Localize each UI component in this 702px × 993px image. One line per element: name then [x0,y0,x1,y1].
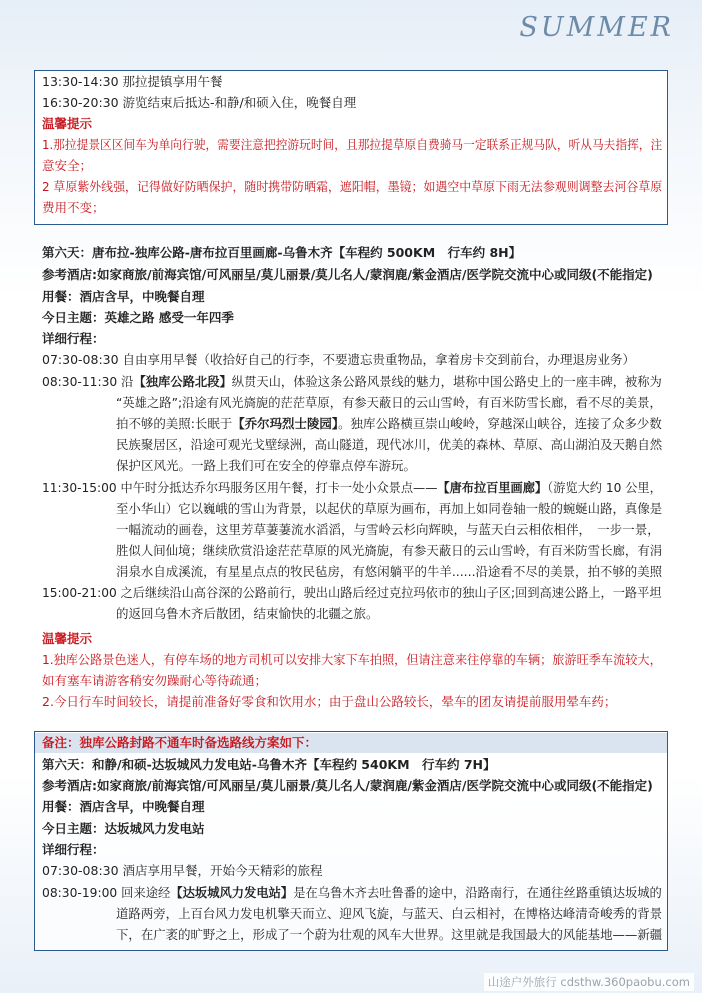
day-theme: 今日主题：达坂城风力发电站 [42,821,205,836]
meal-info: 用餐：酒店含早，中晚餐自理 [42,289,205,304]
schedule-line: 13:30-14:30 那拉提镇享用午餐 [42,74,223,89]
schedule-line [42,884,662,902]
scenic-spot-highlight: 【乔尔玛烈士陵园】 [232,416,339,431]
schedule-line: 至小华山）它以巍峨的雪山为背景，以起伏的草原为画布，再加上如同卷轴一般的蜿蜒山路，真像是 [116,501,663,516]
schedule-line [116,415,662,433]
tip-heading: 温馨提示 [42,116,93,131]
schedule-line: “英雄之路”;沿途有风光旖旎的茫茫草原，有参天蔽日的云山雪岭，有百米防雪长廊，看不尽的美景， [116,395,662,410]
scenic-spot-highlight: 【独库公路北段】 [133,374,232,389]
tip-heading: 温馨提示 [42,631,93,646]
tip-text: 2 草原紫外线强，记得做好防晒保护，随时携带防晒霜，遮阳帽，墨镜；如遇空中草原下雨无法参观则调整去河谷草原 [42,179,663,194]
hotel-info: 参考酒店:如家商旅/前海宾馆/可风丽呈/莫儿丽景/莫儿名人/蒙润鹿/紫金酒店/医学院交流中心或同级(不能指定) [42,267,653,282]
detail-heading: 详细行程： [42,842,105,857]
schedule-line: 07:30-08:30 酒店享用早餐，开始今天精彩的旅程 [42,863,323,878]
hotel-info: 参考酒店:如家商旅/前海宾馆/可风丽呈/莫儿丽景/莫儿名人/蒙润鹿/紫金酒店/医学院交流中心或同级(不能指定) [42,778,653,793]
meal-info: 用餐：酒店含早，中晚餐自理 [42,799,205,814]
schedule-line: 保护区风光。一路上我们可在安全的停靠点停车游玩。 [116,458,417,473]
schedule-line: 涓泉水自成溪流，有星星点点的牧民毡房，有悠闲躺平的牛羊......沿途看不尽的美景，拍不够的美照 [116,564,663,579]
time-range: 08:30-11:30 [42,374,118,389]
schedule-line: 胜似人间仙境；继续欣赏沿途茫茫草原的风光旖旎，有参天蔽日的云山雪岭，有百米防雪长廊，有涓 [116,543,663,558]
day-theme: 今日主题：英雄之路 感受一年四季 [42,310,234,325]
schedule-line: 民族聚居区，沿途可观光戈壁绿洲，高山隧道，现代冰川，优美的森林、草原、高山湖泊及天鹅自然 [116,437,663,452]
tip-text: 费用不变； [42,200,105,215]
schedule-text: 之后继续沿山高谷深的公路前行，驶出山路后经过克拉玛依市的独山子区;回到高速公路上，一路平坦 [116,585,662,600]
schedule-line: 一幅流动的画卷，这里芳草萋萋流水滔滔，与雪岭云杉向辉映，与蓝天白云相依相伴， 一步一景， [116,522,660,537]
schedule-text: 回来途经 [117,885,171,900]
time-range: 08:30-19:00 [42,885,118,900]
tip-text: 如有塞车请游客稍安勿躁耐心等待疏通； [42,673,268,688]
schedule-text: 中午时分抵达乔尔玛服务区用午餐，打卡一处小众景点—— [116,480,438,495]
schedule-text: 纵贯天山，体验这条公路风景线的魅力，堪称中国公路史上的一座丰碑，被称为 [231,374,662,389]
scenic-spot-highlight: 【唐布拉百里画廊】 [437,480,548,495]
detail-heading: 详细行程： [42,331,105,346]
schedule-line: 的返回乌鲁木齐后散团，结束愉快的北疆之旅。 [116,606,379,621]
tip-text: 1.那拉提景区区间车为单向行驶，需要注意把控游玩时间，且那拉提草原自费骑马一定联系正规马队，听从马夫指挥，注 [42,137,663,152]
scenic-spot-highlight: 【达坂城风力发电站】 [170,885,294,900]
schedule-line [42,479,662,497]
schedule-line [42,373,662,391]
schedule-text: 。独库公路横亘崇山峻岭，穿越深山峡谷，连接了众多少数 [338,416,662,431]
alternative-note: 备注：独库公路封路不通车时备选路线方案如下： [42,735,318,750]
schedule-text: 拍不够的美照:长眠于 [116,416,233,431]
schedule-text: 沿 [117,374,134,389]
schedule-line [42,584,662,602]
tip-text: 1.独库公路景色迷人，有停车场的地方司机可以安排大家下车拍照，但请注意来往停靠的车辆；旅游旺季车流较大， [42,652,662,667]
schedule-line: 下，在广袤的旷野之上，形成了一个蔚为壮观的风车大世界。这里就是我国最大的风能基地——新疆 [116,927,663,942]
tip-text: 2.今日行车时间较长，请提前准备好零食和饮用水；由于盘山公路较长，晕车的团友请提前服用晕车药； [42,694,617,709]
schedule-text: （游览大约 10 公里， [547,480,662,495]
schedule-line: 16:30-20:30 游览结束后抵达-和静/和硕入住，晚餐自理 [42,95,357,110]
schedule-line: 道路两旁，上百台风力发电机擎天而立、迎风飞旋，与蓝天、白云相衬，在博格达峰清奇峻秀的背景 [116,906,663,921]
time-range: 11:30-15:00 [42,480,117,495]
schedule-line: 07:30-08:30 自由享用早餐（收拾好自己的行李，不要遗忘贵重物品，拿着房卡交到前台，办理退房业务） [42,352,636,367]
tip-text: 意安全； [42,158,93,173]
watermark-footer: 山途户外旅行 cdsthw.360paobu.com [484,973,694,991]
brand-logo-text: SUMMER [519,12,674,43]
day-title: 第六天：和静/和硕-达坂城风力发电站-乌鲁木齐【车程约 540KM 行车约 7H】 [42,757,496,772]
time-range: 15:00-21:00 [42,585,117,600]
day-title: 第六天：唐布拉-独库公路-唐布拉百里画廊-乌鲁木齐【车程约 500KM 行车约 8H】 [42,245,522,260]
schedule-text: 是在乌鲁木齐去吐鲁番的途中，沿路南行，在通往丝路重镇达坂城的 [293,885,662,900]
